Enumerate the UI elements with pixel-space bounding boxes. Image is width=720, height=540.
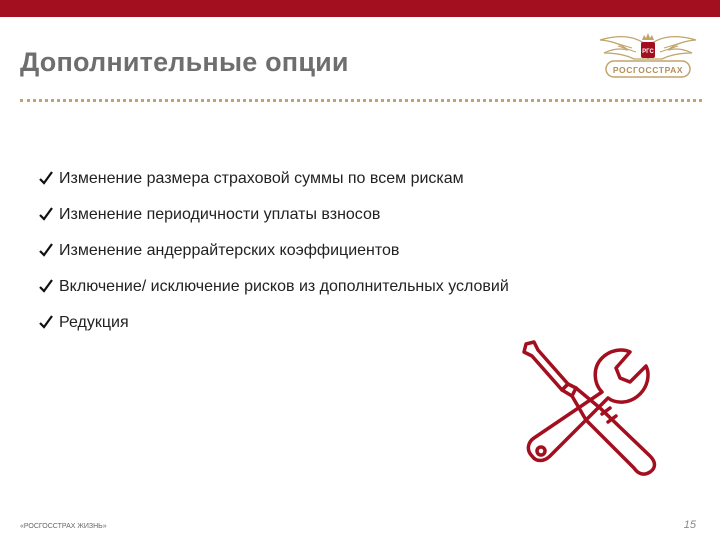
list-item [38, 206, 509, 242]
top-brand-bar [0, 0, 720, 17]
checkmark-icon [38, 314, 54, 330]
page-number: 15 [683, 519, 696, 531]
list-item [38, 278, 509, 314]
list-item-text: Изменение периодичности уплаты взносов [59, 206, 381, 223]
list-item [38, 170, 509, 206]
screwdriver-wrench-icon [510, 338, 670, 478]
checkmark-icon [38, 278, 54, 294]
footer-company: «РОСГОССТРАХ ЖИЗНЬ» [20, 523, 107, 530]
checkmark-icon [38, 242, 54, 258]
list-item-text: Включение/ исключение рисков из дополнительных условий [59, 278, 509, 295]
checkmark-icon [38, 206, 54, 222]
logo-wordmark: РОСГОССТРАХ [612, 65, 684, 75]
eagle-emblem-icon [592, 28, 704, 84]
list-item-text: Изменение андеррайтерских коэффициентов [59, 242, 400, 259]
svg-text:РГС: РГС [642, 49, 654, 55]
list-item [38, 242, 509, 278]
company-logo [592, 28, 704, 84]
slide-title: Дополнительные опции [20, 47, 349, 77]
list-item-text: Изменение размера страховой суммы по всем рискам [59, 170, 464, 187]
list-item [38, 314, 509, 350]
checkmark-icon [38, 170, 54, 186]
list-item-text: Редукция [59, 314, 129, 331]
options-list [38, 170, 509, 350]
title-divider [20, 99, 702, 102]
